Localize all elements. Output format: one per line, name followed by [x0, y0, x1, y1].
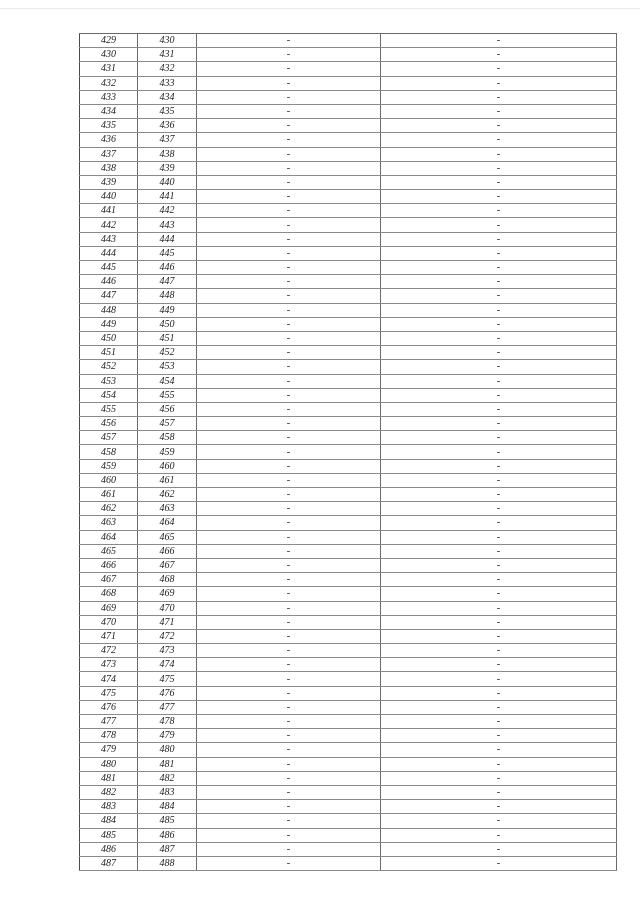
table-row — [80, 317, 617, 331]
table-cell-number: 485 — [80, 828, 138, 842]
table-cell-dash: - — [197, 34, 381, 48]
table-row — [80, 856, 617, 870]
table-cell-dash: - — [197, 785, 381, 799]
table-row — [80, 289, 617, 303]
table-cell-dash: - — [381, 445, 617, 459]
table-row — [80, 346, 617, 360]
table-cell-dash: - — [197, 729, 381, 743]
document-page — [79, 33, 616, 871]
table-cell-number: 437 — [138, 133, 197, 147]
table-cell-dash: - — [381, 715, 617, 729]
table-cell-number: 457 — [80, 431, 138, 445]
table-cell-dash: - — [381, 246, 617, 260]
table-cell-dash: - — [197, 544, 381, 558]
table-row — [80, 715, 617, 729]
table-cell-number: 477 — [80, 715, 138, 729]
table-cell-dash: - — [197, 417, 381, 431]
table-cell-number: 445 — [80, 261, 138, 275]
table-cell-number: 451 — [138, 331, 197, 345]
table-cell-number: 473 — [138, 644, 197, 658]
table-cell-dash: - — [381, 842, 617, 856]
table-cell-dash: - — [381, 388, 617, 402]
table-row — [80, 785, 617, 799]
table-cell-number: 460 — [138, 459, 197, 473]
table-cell-number: 440 — [138, 175, 197, 189]
table-cell-number: 472 — [80, 644, 138, 658]
table-row — [80, 303, 617, 317]
table-cell-number: 438 — [138, 147, 197, 161]
table-cell-number: 446 — [80, 275, 138, 289]
table-row — [80, 842, 617, 856]
table-cell-number: 443 — [80, 232, 138, 246]
table-cell-number: 455 — [138, 388, 197, 402]
table-cell-number: 487 — [138, 842, 197, 856]
table-row — [80, 218, 617, 232]
table-cell-dash: - — [197, 104, 381, 118]
table-row — [80, 729, 617, 743]
table-cell-dash: - — [381, 473, 617, 487]
table-cell-number: 437 — [80, 147, 138, 161]
table-cell-dash: - — [197, 488, 381, 502]
table-cell-number: 441 — [80, 204, 138, 218]
table-cell-number: 430 — [80, 48, 138, 62]
table-cell-dash: - — [197, 161, 381, 175]
table-cell-number: 455 — [80, 402, 138, 416]
table-cell-dash: - — [197, 587, 381, 601]
table-cell-number: 442 — [80, 218, 138, 232]
table-cell-number: 476 — [138, 686, 197, 700]
table-cell-dash: - — [381, 190, 617, 204]
table-row — [80, 62, 617, 76]
table-row — [80, 743, 617, 757]
table-cell-number: 463 — [138, 502, 197, 516]
table-cell-dash: - — [381, 431, 617, 445]
table-cell-dash: - — [197, 644, 381, 658]
table-cell-number: 431 — [138, 48, 197, 62]
table-cell-number: 458 — [80, 445, 138, 459]
table-cell-dash: - — [197, 317, 381, 331]
table-cell-number: 453 — [80, 374, 138, 388]
table-cell-dash: - — [381, 346, 617, 360]
table-cell-number: 475 — [80, 686, 138, 700]
table-cell-number: 452 — [138, 346, 197, 360]
table-cell-dash: - — [381, 558, 617, 572]
table-cell-number: 456 — [80, 417, 138, 431]
table-cell-dash: - — [197, 445, 381, 459]
table-cell-dash: - — [381, 658, 617, 672]
table-cell-dash: - — [381, 76, 617, 90]
table-cell-dash: - — [381, 785, 617, 799]
table-cell-dash: - — [381, 317, 617, 331]
table-cell-dash: - — [381, 488, 617, 502]
table-cell-dash: - — [197, 331, 381, 345]
table-cell-number: 485 — [138, 814, 197, 828]
table-cell-dash: - — [197, 715, 381, 729]
table-cell-dash: - — [381, 331, 617, 345]
table-cell-number: 480 — [80, 757, 138, 771]
table-cell-number: 477 — [138, 700, 197, 714]
table-cell-dash: - — [197, 473, 381, 487]
table-row — [80, 119, 617, 133]
table-cell-number: 472 — [138, 629, 197, 643]
table-cell-number: 454 — [80, 388, 138, 402]
table-row — [80, 814, 617, 828]
table-cell-dash: - — [381, 289, 617, 303]
table-cell-number: 462 — [138, 488, 197, 502]
table-cell-dash: - — [197, 700, 381, 714]
table-cell-number: 433 — [138, 76, 197, 90]
table-cell-number: 439 — [138, 161, 197, 175]
table-cell-dash: - — [381, 261, 617, 275]
table-cell-dash: - — [381, 828, 617, 842]
table-cell-number: 454 — [138, 374, 197, 388]
table-cell-number: 449 — [80, 317, 138, 331]
table-cell-number: 471 — [80, 629, 138, 643]
table-cell-dash: - — [197, 743, 381, 757]
table-row — [80, 331, 617, 345]
table-cell-dash: - — [381, 644, 617, 658]
table-cell-dash: - — [381, 417, 617, 431]
table-cell-number: 478 — [138, 715, 197, 729]
table-cell-number: 448 — [80, 303, 138, 317]
table-row — [80, 147, 617, 161]
table-cell-dash: - — [197, 828, 381, 842]
table-cell-dash: - — [197, 275, 381, 289]
table-row — [80, 615, 617, 629]
table-cell-dash: - — [197, 431, 381, 445]
table-row — [80, 402, 617, 416]
table-cell-number: 476 — [80, 700, 138, 714]
table-row — [80, 261, 617, 275]
table-row — [80, 360, 617, 374]
table-cell-dash: - — [381, 360, 617, 374]
page-top-rule — [0, 8, 640, 9]
table-row — [80, 275, 617, 289]
table-cell-number: 479 — [80, 743, 138, 757]
table-cell-number: 473 — [80, 658, 138, 672]
table-cell-dash: - — [381, 147, 617, 161]
table-cell-number: 470 — [138, 601, 197, 615]
table-row — [80, 204, 617, 218]
table-row — [80, 573, 617, 587]
table-cell-dash: - — [197, 771, 381, 785]
table-body — [80, 34, 617, 871]
table-cell-number: 434 — [80, 104, 138, 118]
table-cell-dash: - — [197, 800, 381, 814]
table-cell-number: 470 — [80, 615, 138, 629]
table-cell-number: 466 — [80, 558, 138, 572]
table-cell-dash: - — [197, 246, 381, 260]
table-cell-dash: - — [197, 516, 381, 530]
table-cell-dash: - — [197, 615, 381, 629]
table-cell-dash: - — [197, 402, 381, 416]
table-cell-dash: - — [197, 218, 381, 232]
table-cell-number: 481 — [138, 757, 197, 771]
table-cell-dash: - — [197, 856, 381, 870]
table-cell-dash: - — [197, 76, 381, 90]
table-cell-dash: - — [197, 374, 381, 388]
table-cell-dash: - — [197, 842, 381, 856]
table-cell-number: 481 — [80, 771, 138, 785]
table-cell-dash: - — [197, 204, 381, 218]
table-row — [80, 388, 617, 402]
table-cell-dash: - — [381, 161, 617, 175]
table-row — [80, 90, 617, 104]
table-cell-number: 482 — [80, 785, 138, 799]
numbering-table — [79, 33, 617, 871]
table-cell-dash: - — [197, 558, 381, 572]
table-row — [80, 629, 617, 643]
table-row — [80, 34, 617, 48]
table-row — [80, 374, 617, 388]
table-cell-dash: - — [381, 502, 617, 516]
table-cell-number: 451 — [80, 346, 138, 360]
table-cell-dash: - — [197, 119, 381, 133]
table-cell-number: 474 — [138, 658, 197, 672]
table-cell-number: 450 — [138, 317, 197, 331]
table-row — [80, 601, 617, 615]
table-cell-number: 444 — [138, 232, 197, 246]
table-cell-dash: - — [381, 175, 617, 189]
table-cell-number: 443 — [138, 218, 197, 232]
table-row — [80, 48, 617, 62]
table-cell-number: 463 — [80, 516, 138, 530]
table-cell-number: 442 — [138, 204, 197, 218]
table-cell-number: 448 — [138, 289, 197, 303]
table-cell-number: 480 — [138, 743, 197, 757]
table-row — [80, 700, 617, 714]
table-cell-dash: - — [381, 771, 617, 785]
table-cell-dash: - — [381, 544, 617, 558]
table-cell-number: 478 — [80, 729, 138, 743]
table-cell-number: 447 — [80, 289, 138, 303]
table-cell-number: 432 — [138, 62, 197, 76]
table-cell-dash: - — [381, 48, 617, 62]
table-cell-dash: - — [381, 34, 617, 48]
table-row — [80, 161, 617, 175]
table-cell-dash: - — [381, 402, 617, 416]
table-row — [80, 76, 617, 90]
table-cell-number: 452 — [80, 360, 138, 374]
table-cell-number: 430 — [138, 34, 197, 48]
table-cell-number: 461 — [80, 488, 138, 502]
table-cell-dash: - — [197, 388, 381, 402]
table-cell-number: 436 — [80, 133, 138, 147]
table-cell-number: 444 — [80, 246, 138, 260]
table-cell-dash: - — [197, 90, 381, 104]
table-cell-number: 484 — [138, 800, 197, 814]
table-cell-dash: - — [197, 658, 381, 672]
table-cell-dash: - — [197, 232, 381, 246]
table-cell-dash: - — [197, 573, 381, 587]
table-cell-number: 468 — [138, 573, 197, 587]
table-cell-dash: - — [381, 615, 617, 629]
table-cell-number: 433 — [80, 90, 138, 104]
table-cell-dash: - — [381, 62, 617, 76]
table-row — [80, 175, 617, 189]
table-cell-dash: - — [197, 601, 381, 615]
table-cell-dash: - — [197, 147, 381, 161]
table-cell-number: 471 — [138, 615, 197, 629]
table-cell-number: 447 — [138, 275, 197, 289]
table-cell-dash: - — [381, 587, 617, 601]
table-cell-number: 464 — [80, 530, 138, 544]
table-cell-dash: - — [381, 104, 617, 118]
table-cell-dash: - — [381, 856, 617, 870]
table-row — [80, 488, 617, 502]
table-cell-number: 486 — [138, 828, 197, 842]
table-cell-dash: - — [197, 133, 381, 147]
table-cell-dash: - — [197, 346, 381, 360]
table-cell-dash: - — [197, 360, 381, 374]
table-cell-dash: - — [381, 743, 617, 757]
table-cell-dash: - — [381, 530, 617, 544]
table-cell-dash: - — [381, 374, 617, 388]
table-cell-number: 436 — [138, 119, 197, 133]
table-cell-dash: - — [197, 303, 381, 317]
table-cell-number: 474 — [80, 672, 138, 686]
table-cell-dash: - — [381, 218, 617, 232]
table-row — [80, 530, 617, 544]
table-cell-number: 446 — [138, 261, 197, 275]
table-cell-number: 459 — [80, 459, 138, 473]
table-cell-number: 464 — [138, 516, 197, 530]
table-cell-dash: - — [197, 261, 381, 275]
table-cell-number: 467 — [138, 558, 197, 572]
table-cell-dash: - — [381, 232, 617, 246]
table-cell-number: 457 — [138, 417, 197, 431]
table-cell-dash: - — [381, 601, 617, 615]
table-cell-dash: - — [197, 502, 381, 516]
table-cell-dash: - — [197, 62, 381, 76]
table-cell-dash: - — [381, 90, 617, 104]
table-cell-number: 475 — [138, 672, 197, 686]
table-cell-dash: - — [197, 814, 381, 828]
table-cell-number: 484 — [80, 814, 138, 828]
table-row — [80, 686, 617, 700]
table-cell-number: 458 — [138, 431, 197, 445]
table-cell-dash: - — [197, 672, 381, 686]
table-cell-number: 460 — [80, 473, 138, 487]
table-row — [80, 828, 617, 842]
table-cell-dash: - — [381, 800, 617, 814]
table-cell-dash: - — [381, 516, 617, 530]
table-cell-dash: - — [197, 757, 381, 771]
table-row — [80, 431, 617, 445]
table-cell-number: 465 — [138, 530, 197, 544]
table-cell-number: 466 — [138, 544, 197, 558]
table-cell-dash: - — [381, 672, 617, 686]
table-cell-number: 465 — [80, 544, 138, 558]
table-row — [80, 644, 617, 658]
table-cell-dash: - — [197, 459, 381, 473]
table-row — [80, 502, 617, 516]
table-cell-number: 439 — [80, 175, 138, 189]
table-cell-dash: - — [381, 757, 617, 771]
table-cell-number: 462 — [80, 502, 138, 516]
table-cell-dash: - — [197, 629, 381, 643]
table-row — [80, 658, 617, 672]
table-row — [80, 232, 617, 246]
table-cell-number: 459 — [138, 445, 197, 459]
table-cell-dash: - — [197, 289, 381, 303]
table-cell-number: 435 — [138, 104, 197, 118]
table-cell-dash: - — [381, 686, 617, 700]
table-cell-number: 449 — [138, 303, 197, 317]
table-row — [80, 104, 617, 118]
table-row — [80, 473, 617, 487]
table-cell-number: 438 — [80, 161, 138, 175]
table-cell-dash: - — [197, 190, 381, 204]
table-row — [80, 672, 617, 686]
table-cell-number: 440 — [80, 190, 138, 204]
table-cell-number: 469 — [138, 587, 197, 601]
table-cell-dash: - — [381, 303, 617, 317]
table-cell-number: 468 — [80, 587, 138, 601]
table-cell-number: 434 — [138, 90, 197, 104]
table-cell-number: 432 — [80, 76, 138, 90]
table-cell-dash: - — [381, 133, 617, 147]
table-cell-number: 483 — [138, 785, 197, 799]
table-cell-number: 431 — [80, 62, 138, 76]
table-cell-number: 482 — [138, 771, 197, 785]
table-row — [80, 587, 617, 601]
table-cell-dash: - — [381, 629, 617, 643]
table-cell-number: 483 — [80, 800, 138, 814]
table-cell-dash: - — [381, 119, 617, 133]
table-cell-number: 453 — [138, 360, 197, 374]
table-cell-number: 488 — [138, 856, 197, 870]
table-cell-dash: - — [381, 275, 617, 289]
table-cell-number: 450 — [80, 331, 138, 345]
table-cell-dash: - — [197, 530, 381, 544]
table-row — [80, 800, 617, 814]
table-row — [80, 757, 617, 771]
table-cell-number: 467 — [80, 573, 138, 587]
table-cell-number: 445 — [138, 246, 197, 260]
table-cell-number: 487 — [80, 856, 138, 870]
table-cell-number: 486 — [80, 842, 138, 856]
table-cell-number: 435 — [80, 119, 138, 133]
table-row — [80, 190, 617, 204]
table-cell-dash: - — [197, 686, 381, 700]
table-cell-dash: - — [381, 814, 617, 828]
table-cell-number: 429 — [80, 34, 138, 48]
table-row — [80, 445, 617, 459]
table-cell-number: 461 — [138, 473, 197, 487]
table-row — [80, 417, 617, 431]
table-cell-dash: - — [381, 573, 617, 587]
table-row — [80, 771, 617, 785]
table-cell-number: 456 — [138, 402, 197, 416]
table-row — [80, 544, 617, 558]
table-row — [80, 558, 617, 572]
table-row — [80, 246, 617, 260]
table-row — [80, 459, 617, 473]
table-cell-dash: - — [197, 175, 381, 189]
table-cell-number: 441 — [138, 190, 197, 204]
table-cell-number: 469 — [80, 601, 138, 615]
table-cell-dash: - — [197, 48, 381, 62]
table-row — [80, 133, 617, 147]
table-cell-number: 479 — [138, 729, 197, 743]
table-row — [80, 516, 617, 530]
table-cell-dash: - — [381, 729, 617, 743]
table-cell-dash: - — [381, 204, 617, 218]
table-cell-dash: - — [381, 459, 617, 473]
table-cell-dash: - — [381, 700, 617, 714]
